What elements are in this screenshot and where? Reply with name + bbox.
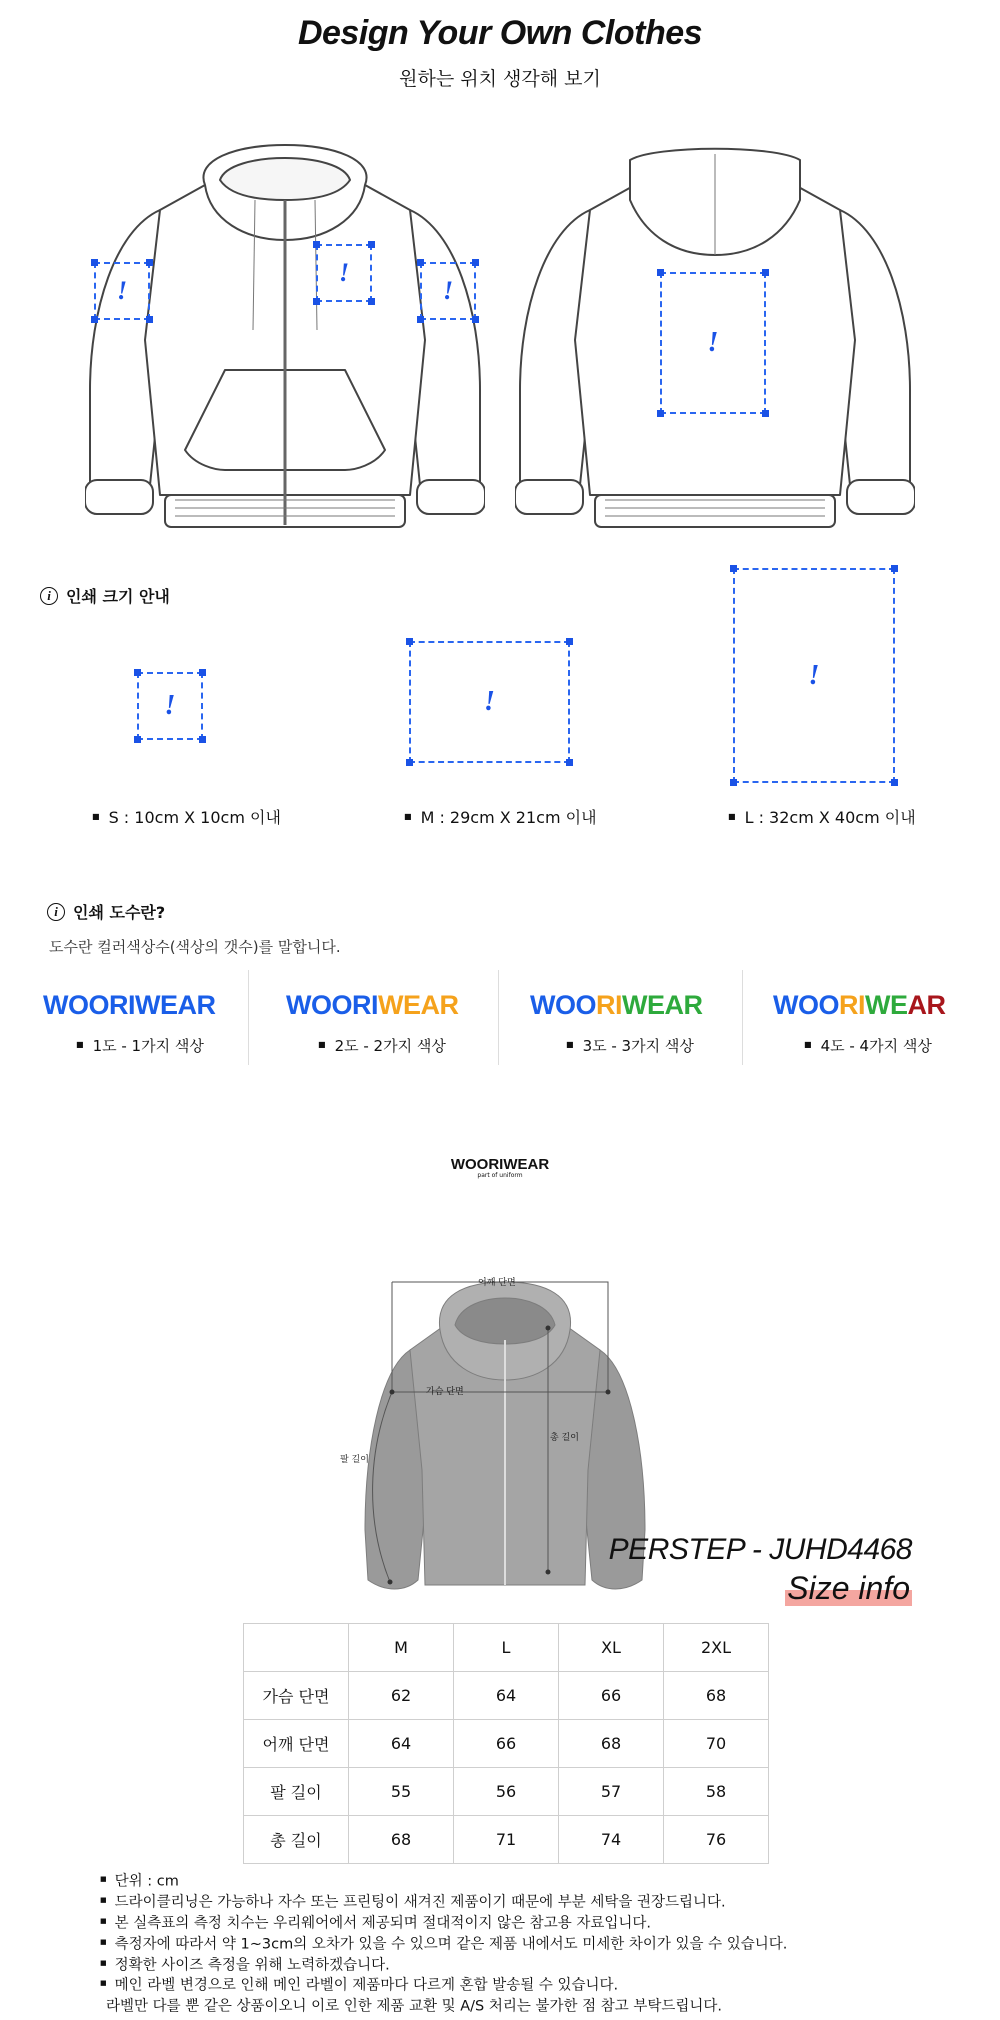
print-size-l-label: ■ L : 32cm X 40cm 이내 bbox=[728, 805, 916, 828]
page-title: Design Your Own Clothes bbox=[297, 14, 703, 52]
hoodie-front-illustration bbox=[85, 140, 485, 540]
table-row bbox=[244, 1672, 769, 1720]
label-shoulder: 어깨 단면 bbox=[478, 1278, 516, 1288]
table-cell: 68 bbox=[559, 1720, 664, 1768]
label-chest: 가슴 단면 bbox=[426, 1387, 464, 1397]
page-subtitle: 원하는 위치 생각해 보기 bbox=[399, 68, 601, 90]
note-item: ■ 본 실측표의 측정 치수는 우리웨어에서 제공되며 절대적이지 않은 참고용 자료입니다. bbox=[100, 1913, 787, 1934]
logo-segment: WOORIWEAR bbox=[43, 990, 216, 1020]
print-size-heading-text: 인쇄 크기 안내 bbox=[66, 587, 170, 606]
brand-tagline: part of uniform bbox=[477, 1172, 523, 1179]
table-row bbox=[244, 1768, 769, 1816]
logo-segment: WOO bbox=[773, 990, 839, 1020]
print-color-2-label: ■ 2도 - 2가지 색상 bbox=[318, 1035, 446, 1056]
table-cell: 66 bbox=[454, 1720, 559, 1768]
size-diagram-hoodie bbox=[360, 1280, 650, 1600]
table-header-cell: L bbox=[454, 1624, 559, 1672]
logo-segment: WOO bbox=[530, 990, 596, 1020]
print-size-m-box: ! bbox=[409, 641, 570, 763]
table-cell: 57 bbox=[559, 1768, 664, 1816]
print-colors-heading-text: 인쇄 도수란? bbox=[73, 903, 166, 922]
care-notes bbox=[100, 1871, 787, 2017]
product-model: PERSTEP - JUHD4468 bbox=[608, 1533, 912, 1566]
table-header-cell: 2XL bbox=[664, 1624, 769, 1672]
size-table bbox=[243, 1623, 769, 1864]
table-cell: 55 bbox=[349, 1768, 454, 1816]
table-cell: 62 bbox=[349, 1672, 454, 1720]
table-header-row bbox=[244, 1624, 769, 1672]
print-size-s-box: ! bbox=[137, 672, 203, 740]
print-color-4-label: ■ 4도 - 4가지 색상 bbox=[804, 1035, 932, 1056]
table-cell: 76 bbox=[664, 1816, 769, 1864]
table-header-cell: XL bbox=[559, 1624, 664, 1672]
size-info-title bbox=[785, 1570, 912, 1606]
info-icon: i bbox=[40, 587, 58, 605]
table-cell: 66 bbox=[559, 1672, 664, 1720]
table-cell: 68 bbox=[349, 1816, 454, 1864]
table-row bbox=[244, 1816, 769, 1864]
logo-segment: WEAR bbox=[378, 990, 459, 1020]
print-colors-description: 도수란 컬러색상수(색상의 갯수)를 말합니다. bbox=[49, 938, 341, 956]
logo-1-color bbox=[43, 990, 215, 1021]
logo-2-color bbox=[286, 990, 459, 1021]
table-cell: 70 bbox=[664, 1720, 769, 1768]
table-cell: 71 bbox=[454, 1816, 559, 1864]
note-item: ■ 단위 : cm bbox=[100, 1871, 787, 1892]
table-cell: 64 bbox=[454, 1672, 559, 1720]
divider bbox=[498, 970, 499, 1065]
print-size-s-label: ■ S : 10cm X 10cm 이내 bbox=[92, 805, 281, 828]
table-cell: 74 bbox=[559, 1816, 664, 1864]
note-item: ■ 메인 라벨 변경으로 인해 메인 라벨이 제품마다 다르게 혼합 발송될 수 있습니다. bbox=[100, 1975, 787, 1996]
label-length: 총 길이 bbox=[550, 1433, 579, 1443]
logo-segment: WE bbox=[865, 990, 908, 1020]
table-cell: 68 bbox=[664, 1672, 769, 1720]
print-area-left-chest[interactable]: ! bbox=[94, 262, 150, 320]
print-color-1-label: ■ 1도 - 1가지 색상 bbox=[76, 1035, 204, 1056]
table-cell: 어깨 단면 bbox=[244, 1720, 349, 1768]
table-cell: 가슴 단면 bbox=[244, 1672, 349, 1720]
table-cell: 56 bbox=[454, 1768, 559, 1816]
table-header-cell bbox=[244, 1624, 349, 1672]
logo-segment: RI bbox=[839, 990, 865, 1020]
print-colors-heading bbox=[47, 900, 165, 923]
logo-segment: RI bbox=[596, 990, 622, 1020]
print-size-m-label: ■ M : 29cm X 21cm 이내 bbox=[404, 805, 597, 828]
table-cell: 팔 길이 bbox=[244, 1768, 349, 1816]
size-info-title-text: Size info bbox=[787, 1570, 910, 1606]
print-color-3-label: ■ 3도 - 3가지 색상 bbox=[566, 1035, 694, 1056]
note-item: ■ 측정자에 따라서 약 1~3cm의 오차가 있을 수 있으며 같은 제품 내에서도 미세한 차이가 있을 수 있습니다. bbox=[100, 1934, 787, 1955]
print-size-l-box: ! bbox=[733, 568, 895, 783]
table-cell: 총 길이 bbox=[244, 1816, 349, 1864]
print-size-heading bbox=[40, 584, 170, 607]
logo-segment: WEAR bbox=[622, 990, 703, 1020]
divider bbox=[248, 970, 249, 1065]
divider bbox=[742, 970, 743, 1065]
logo-segment: AR bbox=[907, 990, 946, 1020]
note-item-continuation: 라벨만 다를 뿐 같은 상품이오니 이로 인한 제품 교환 및 A/S 처리는 불가한 점 참고 부탁드립니다. bbox=[106, 1998, 723, 2015]
print-area-back[interactable]: ! bbox=[660, 272, 766, 414]
note-item: ■ 드라이클리닝은 가능하나 자수 또는 프린팅이 새겨진 제품이기 때문에 부분 세탁을 권장드립니다. bbox=[100, 1892, 787, 1913]
print-area-right-chest[interactable]: ! bbox=[420, 262, 476, 320]
table-cell: 58 bbox=[664, 1768, 769, 1816]
print-area-center-chest[interactable]: ! bbox=[316, 244, 372, 302]
logo-segment: WOORI bbox=[286, 990, 378, 1020]
logo-3-color bbox=[530, 990, 703, 1021]
label-sleeve: 팔 길이 bbox=[340, 1455, 369, 1465]
table-header-cell: M bbox=[349, 1624, 454, 1672]
brand-name: WOORIWEAR bbox=[450, 1156, 550, 1173]
info-icon: i bbox=[47, 903, 65, 921]
brand-logo bbox=[0, 1156, 1000, 1179]
logo-4-color bbox=[773, 990, 946, 1021]
note-item: ■ 정확한 사이즈 측정을 위해 노력하겠습니다. bbox=[100, 1955, 787, 1976]
table-cell: 64 bbox=[349, 1720, 454, 1768]
table-row bbox=[244, 1720, 769, 1768]
